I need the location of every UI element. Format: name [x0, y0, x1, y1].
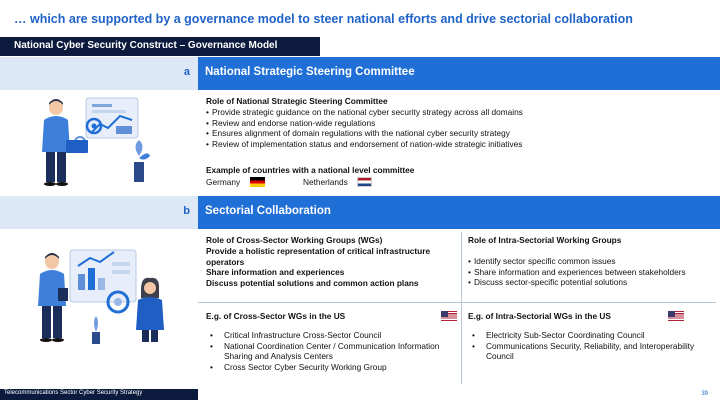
section-b-letter: b — [183, 205, 190, 217]
intra-sector-role-title: Role of Intra-Sectorial Working Groups — [468, 235, 622, 245]
steering-role-item: • Review and endorse nation-wide regulations — [206, 118, 714, 129]
cross-sector-us-item: • National Coordination Center / Communication Information Sharing and Analysis Centers — [206, 341, 456, 363]
cross-sector-role-block — [206, 235, 456, 289]
steering-role-title: Role of National Strategic Steering Committee — [206, 96, 388, 106]
section-a-title: National Strategic Steering Committee — [205, 66, 415, 78]
page-number: 39 — [701, 391, 708, 397]
cross-sector-role-line: Share information and experiences — [206, 267, 345, 278]
intra-sector-role-block — [468, 235, 716, 288]
cross-sector-us-block — [206, 311, 456, 373]
cross-sector-role-title: Role of Cross-Sector Working Groups (WGs) — [206, 235, 383, 245]
cross-sector-role-line: Provide a holistic representation of critical infrastructure operators — [206, 245, 431, 267]
section-b-title: Sectorial Collaboration — [205, 205, 331, 217]
intra-sector-role-item: • Discuss sector-specific potential solutions — [468, 277, 716, 288]
intra-sector-us-item: • Communications Security, Reliability, and Interoperability Council — [468, 341, 716, 363]
country-examples-title: Example of countries with a national level committee — [206, 165, 415, 175]
netherlands-flag-icon — [357, 177, 372, 187]
row-divider — [198, 302, 716, 303]
country-germany-label: Germany — [206, 177, 241, 187]
subtitle-text: National Cyber Security Construct – Governance Model — [14, 40, 278, 51]
footer-text: Telecommunications Sector Cyber Security Strategy — [4, 390, 143, 396]
cross-sector-role-line: Discuss potential solutions and common action plans — [206, 278, 419, 289]
us-flag-icon — [441, 311, 457, 322]
country-netherlands-label: Netherlands — [303, 177, 348, 187]
cross-sector-us-item: • Critical Infrastructure Cross-Sector Council — [206, 330, 456, 341]
subtitle-bar — [0, 37, 320, 56]
cross-sector-us-item: • Cross Sector Cyber Security Working Group — [206, 362, 456, 373]
section-b-header — [198, 196, 720, 229]
country-netherlands — [303, 177, 363, 188]
footer-bar — [0, 389, 198, 400]
germany-flag-icon — [250, 177, 265, 187]
intra-sector-role-item: • Identify sector specific common issues — [468, 256, 716, 267]
intra-sector-us-title: E.g. of Intra-Sectorial WGs in the US — [468, 311, 611, 321]
steering-role-item: • Provide strategic guidance on the national cyber security strategy across all domains — [206, 107, 714, 118]
column-divider — [461, 232, 462, 384]
steering-role-item: • Ensures alignment of domain regulations with the national cyber security strategy — [206, 128, 714, 139]
intra-sector-role-item: • Share information and experiences between stakeholders — [468, 267, 716, 278]
country-examples-block — [206, 165, 714, 176]
steering-role-item: • Review of implementation status and endorsement of nation-wide strategic initiatives — [206, 139, 714, 150]
intra-sector-us-item: • Electricity Sub-Sector Coordinating Council — [468, 330, 716, 341]
cross-sector-us-title: E.g. of Cross-Sector WGs in the US — [206, 311, 346, 321]
steering-committee-illustration — [36, 96, 156, 188]
section-a-header — [198, 57, 720, 90]
section-a-letter-cell — [0, 57, 198, 90]
us-flag-icon — [668, 311, 684, 322]
section-a-letter: a — [183, 66, 190, 78]
headline: … which are supported by a governance model to steer national efforts and drive sectorial collaboration — [14, 12, 633, 26]
steering-role-block — [206, 96, 714, 150]
sectorial-collaboration-illustration — [30, 244, 170, 348]
section-b-letter-cell — [0, 196, 198, 229]
